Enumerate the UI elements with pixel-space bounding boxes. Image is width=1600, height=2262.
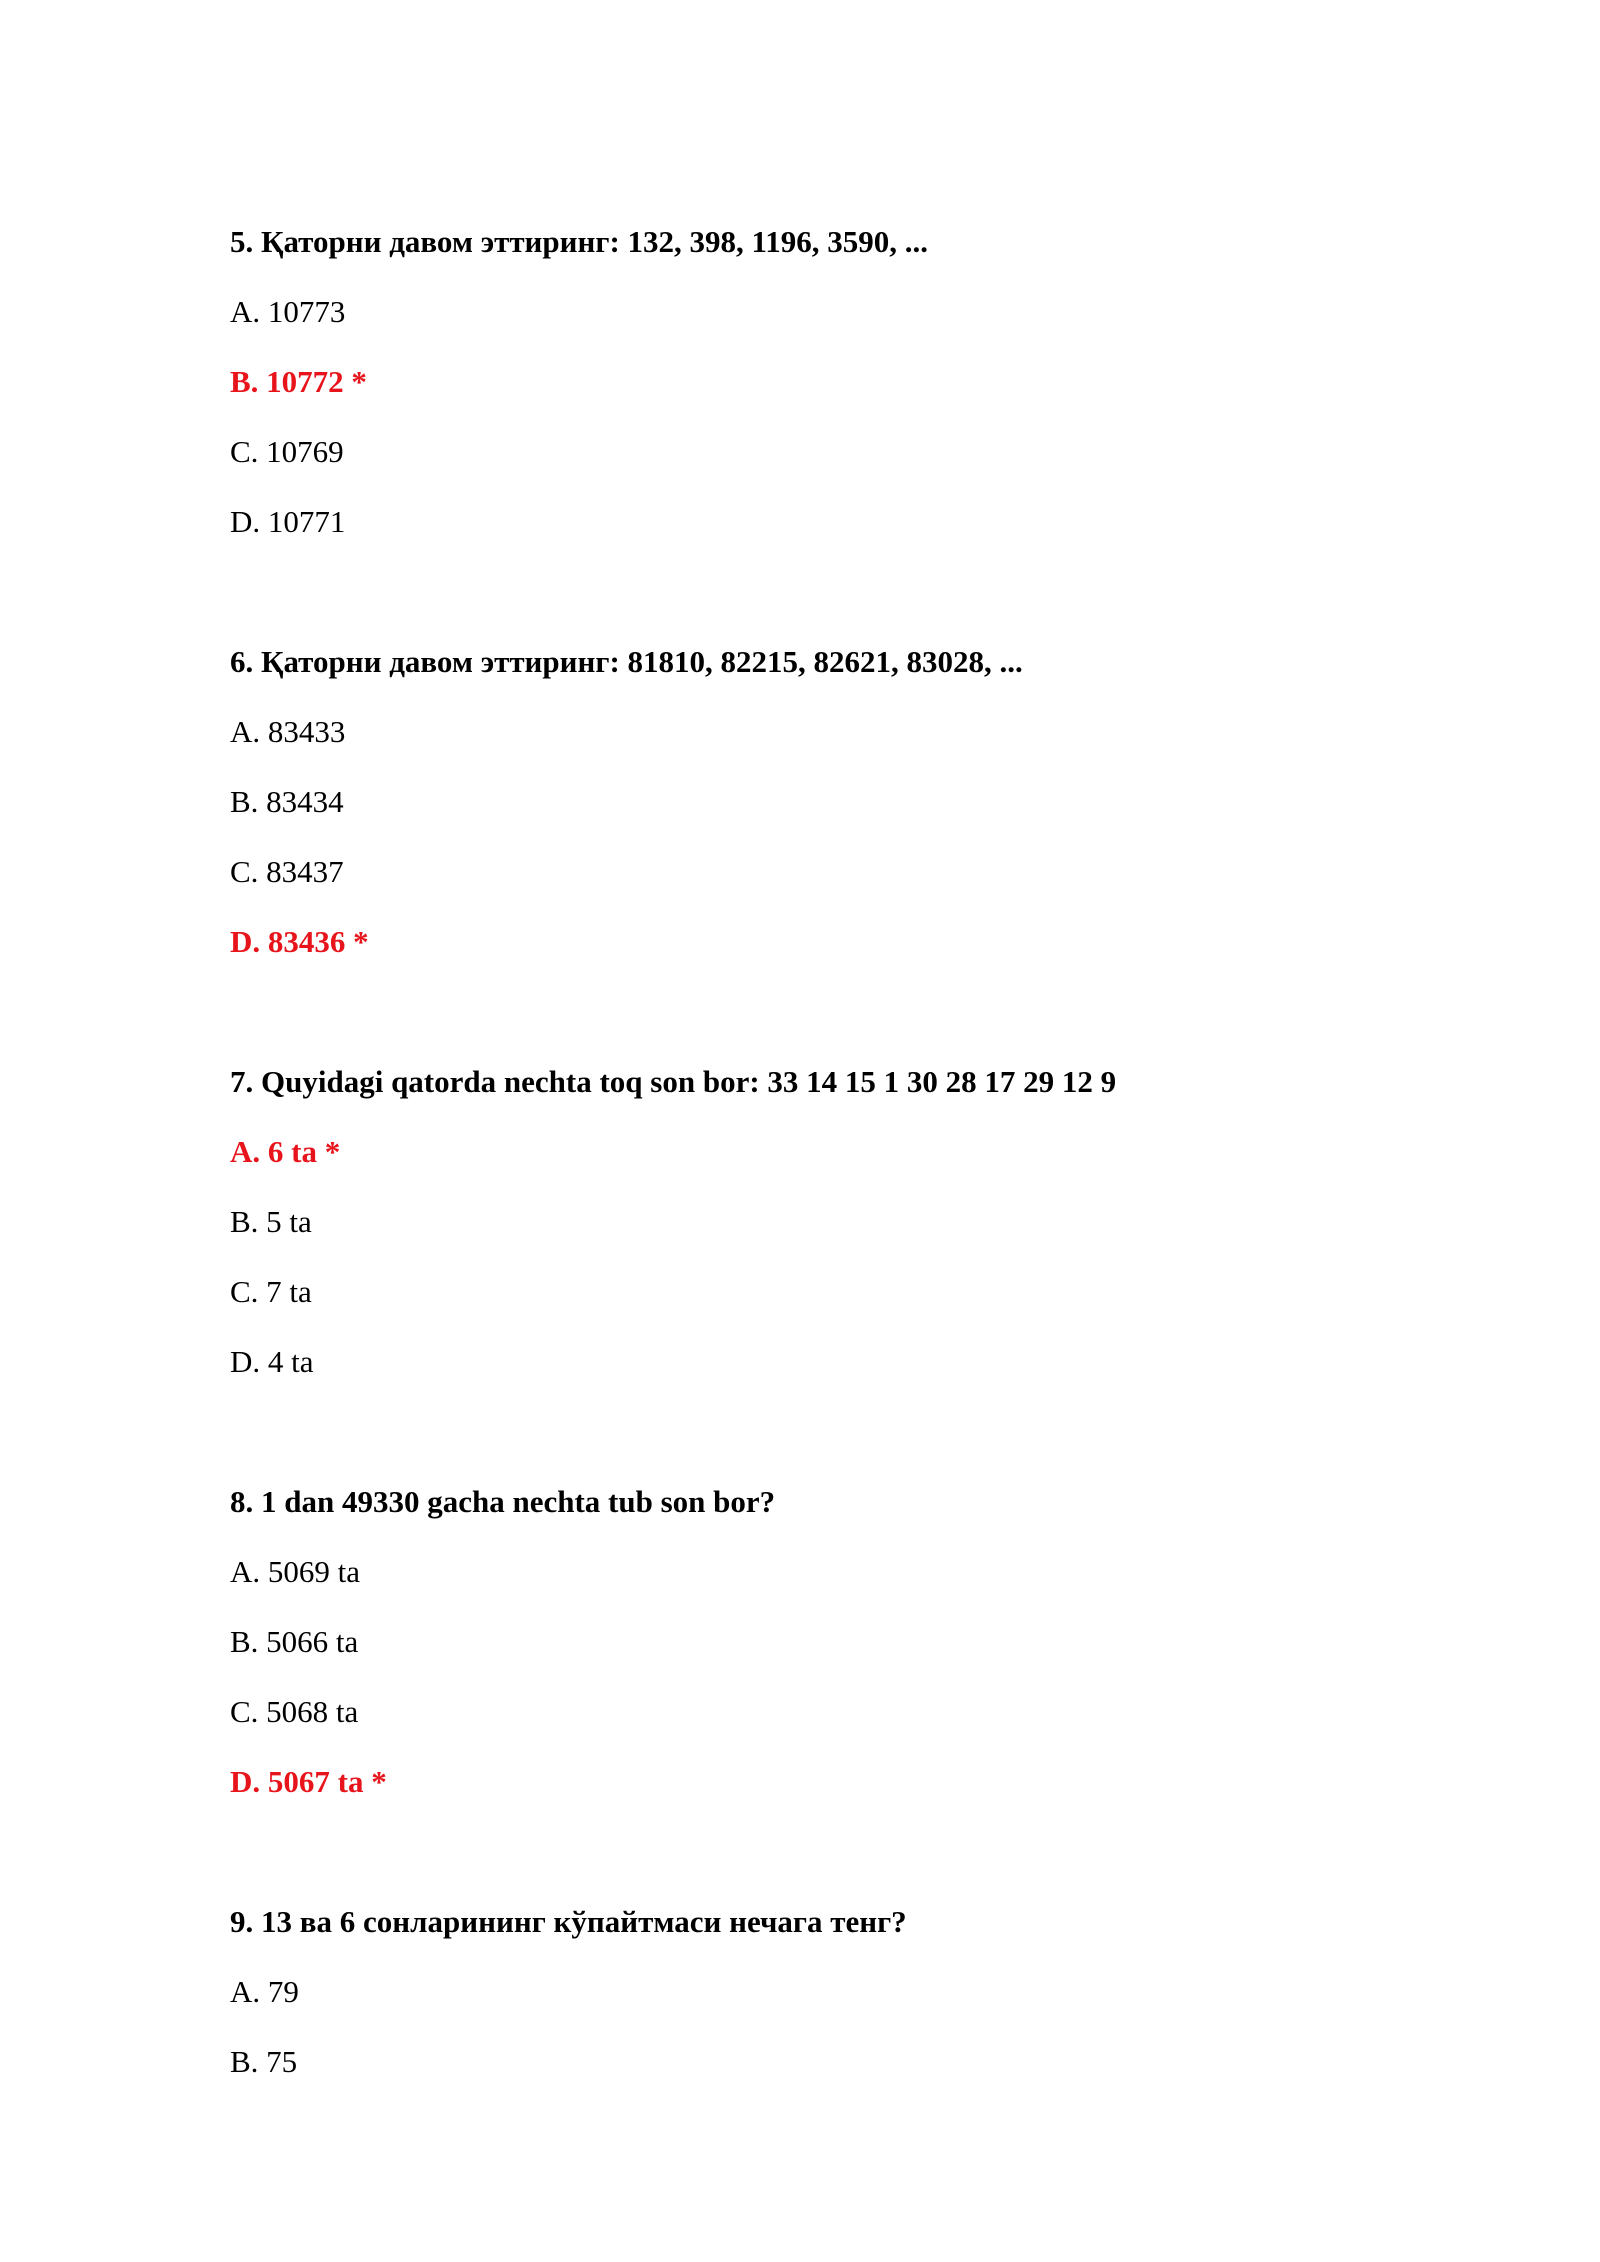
question-9: [230, 1902, 1530, 2082]
option-a-correct: A. 6 ta *: [230, 1134, 341, 1169]
question-8: [230, 1482, 1530, 1802]
option-d: D. 4 ta: [230, 1344, 314, 1379]
option-b: B. 83434: [230, 784, 344, 819]
option-d-correct: D. 5067 ta *: [230, 1764, 387, 1799]
option-b: B. 75: [230, 2044, 298, 2079]
option-c: C. 10769: [230, 434, 344, 469]
question-title: 5. Қаторни давом эттиринг: 132, 398, 1196, 3590, ...: [230, 224, 929, 259]
option-c: C. 83437: [230, 854, 344, 889]
option-d: D. 10771: [230, 504, 346, 539]
option-b-correct: B. 10772 *: [230, 364, 367, 399]
option-b: B. 5 ta: [230, 1204, 312, 1239]
question-5: [230, 222, 1530, 542]
option-a: A. 10773: [230, 294, 346, 329]
option-c: C. 5068 ta: [230, 1694, 359, 1729]
option-c: C. 7 ta: [230, 1274, 312, 1309]
question-title: 8. 1 dan 49330 gacha nechta tub son bor?: [230, 1484, 776, 1519]
option-a: A. 5069 ta: [230, 1554, 361, 1589]
question-title: 9. 13 ва 6 сонларининг кўпайтмаси нечага тенг?: [230, 1904, 907, 1939]
question-7: [230, 1062, 1530, 1382]
question-title: 6. Қаторни давом эттиринг: 81810, 82215, 82621, 83028, ...: [230, 644, 1023, 679]
question-title: 7. Quyidagi qatorda nechta toq son bor: 33 14 15 1 30 28 17 29 12 9: [230, 1064, 1117, 1099]
option-a: A. 79: [230, 1974, 299, 2009]
option-a: A. 83433: [230, 714, 346, 749]
question-6: [230, 642, 1530, 962]
option-d-correct: D. 83436 *: [230, 924, 369, 959]
option-b: B. 5066 ta: [230, 1624, 359, 1659]
